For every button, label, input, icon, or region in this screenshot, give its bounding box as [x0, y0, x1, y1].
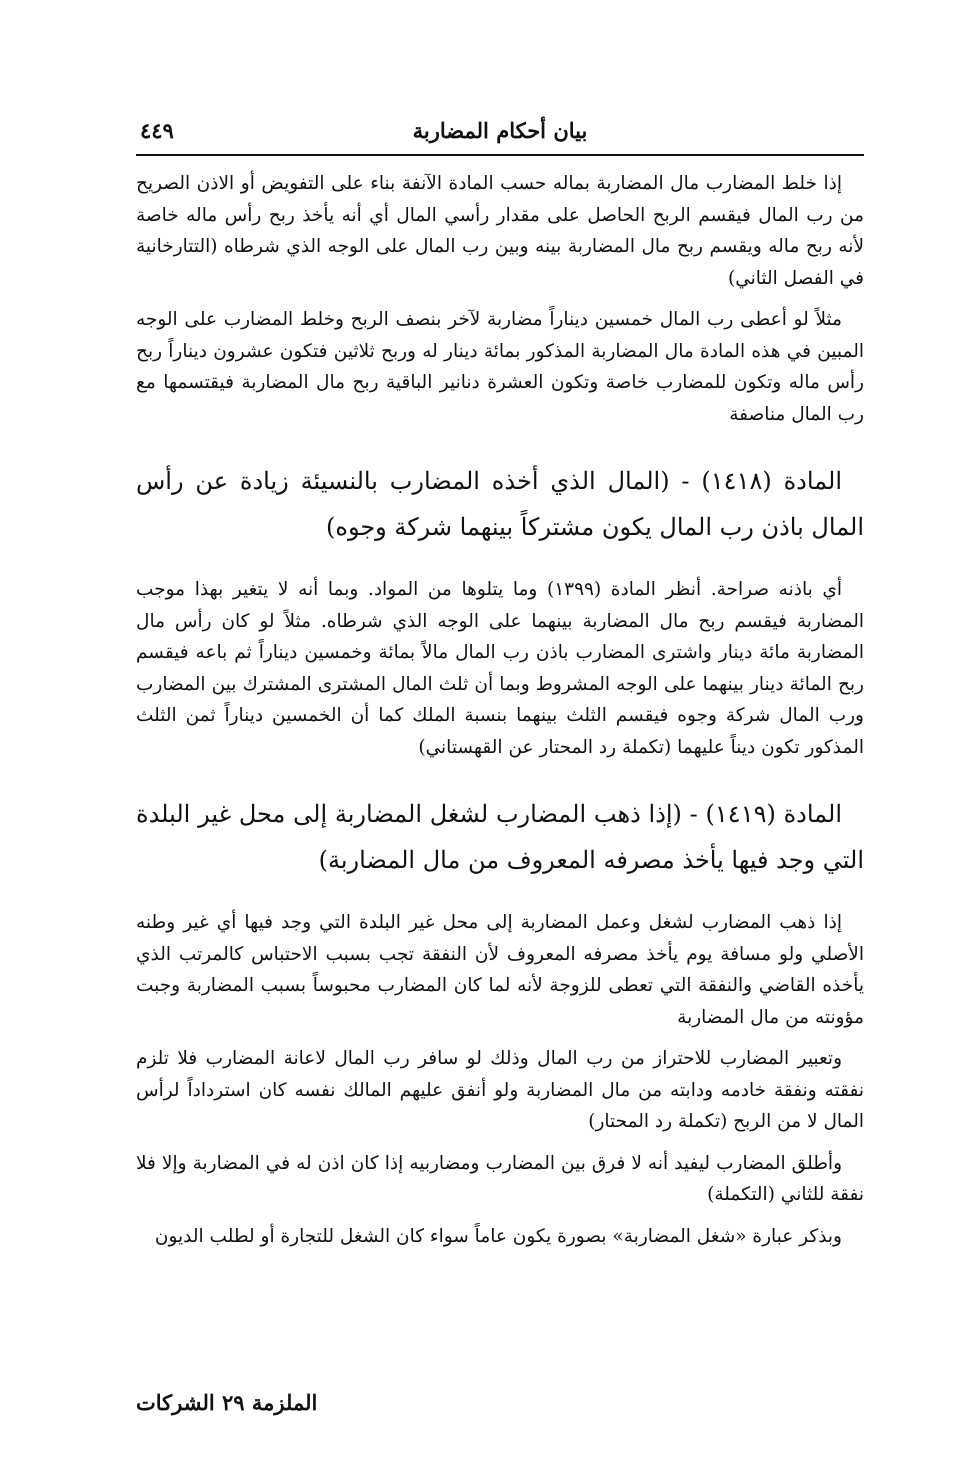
page-number: ٤٤٩ [140, 118, 174, 143]
paragraph-travel-expenses: إذا ذهب المضارب لشغل وعمل المضاربة إلى محل غير البلدة التي وجد فيها أي غير وطنه الأصلي ولو مسافة يوم يأخذ مصرفه المعروف لأن النفقة تجب بسبب الاحتباس كالمرتب الذي يأخذه القاضي والنفقة التي تعطى للزوجة لأنه لما كان المضارب محبوساً بسبب المضاربة وجبت مؤونته من مال المضاربة [136, 912, 864, 1028]
signature-mark: الملزمة ٢٩ الشركات [136, 1390, 318, 1415]
body-text [136, 168, 864, 1262]
paragraph-owner-travel: وتعبير المضارب للاحتراز من رب المال وذلك لو سافر رب المال لاعانة المضارب فلا تلزم نفقته ونفقة خادمه ودابته من مال المضاربة ولو أنفق عليهم المالك نفسه كان استرداداً لرأس المال لا من الربح (تكملة رد المحتار) [136, 1048, 864, 1132]
article-1419-heading: المادة (١٤١٩) - (إذا ذهب المضارب لشغل المضاربة إلى محل غير البلدة التي وجد فيها يأخذ مصرفه المعروف من مال المضاربة) [136, 800, 864, 874]
header-divider [136, 154, 864, 156]
paragraph-example-fifty-dinars: مثلاً لو أعطى رب المال خمسين ديناراً مضاربة لآخر بنصف الربح وخلط المضارب على الوجه المبين في هذه المادة مال المضاربة المذكور بمائة دينار له وربح ثلاثين فتكون عشرون ديناراً ربح رأس ماله وتكون للمضارب خاصة وتكون العشرة دنانير الباقية ربح مال المضاربة فيقتسمها مع رب المال مناصفة [136, 309, 864, 425]
page-header [136, 112, 864, 152]
paragraph-mixing-capital: إذا خلط المضارب مال المضاربة بماله حسب المادة الآنفة بناء على التفويض أو الاذن الصريح من رب المال فيقسم الربح الحاصل على مقدار رأسي المال أي أنه يأخذ ربح رأس ماله خاصة لأنه ربح ماله ويقسم ربح مال المضاربة بينه وبين رب المال على الوجه الذي شرطاه (التتارخانية في الفصل الثاني) [136, 173, 864, 289]
paragraph-sub-mudarib: وأطلق المضارب ليفيد أنه لا فرق بين المضارب ومضاربيه إذا كان اذن له في المضاربة وإلا فلا نفقة للثاني (التكملة) [136, 1152, 864, 1205]
running-title: بيان أحكام المضاربة [412, 118, 588, 143]
article-1418-heading: المادة (١٤١٨) - (المال الذي أخذه المضارب بالنسيئة زيادة عن رأس المال باذن رب المال يكون مشتركاً بينهما شركة وجوه) [136, 467, 864, 541]
paragraph-business-of-mudaraba: وبذكر عبارة «شغل المضاربة» بصورة يكون عاماً سواء كان الشغل للتجارة أو لطلب الديون [154, 1225, 842, 1247]
paragraph-explicit-permission: أي باذنه صراحة. أنظر المادة (١٣٩٩) وما يتلوها من المواد. وبما أنه لا يتغير بهذا موجب المضاربة فيقسم ربح مال المضاربة بينهما على الوجه الذي شرطاه. مثلاً لو كان رأس مال المضاربة مائة دينار واشترى المضارب باذن رب المال مالاً بمائة وخمسين ديناراً ثم باعه فيقسم ربح المائة دينار بينهما على الوجه المشروط وبما أن ثلث المال المشترى المشترك بين المضارب ورب المال شركة وجوه فيقسم الثلث بينهما بنسبة الملك كما أن الخمسين ديناراً ثمن الثلث المذكور تكون ديناً عليهما (تكملة رد المحتار عن القهستاني) [136, 579, 864, 758]
